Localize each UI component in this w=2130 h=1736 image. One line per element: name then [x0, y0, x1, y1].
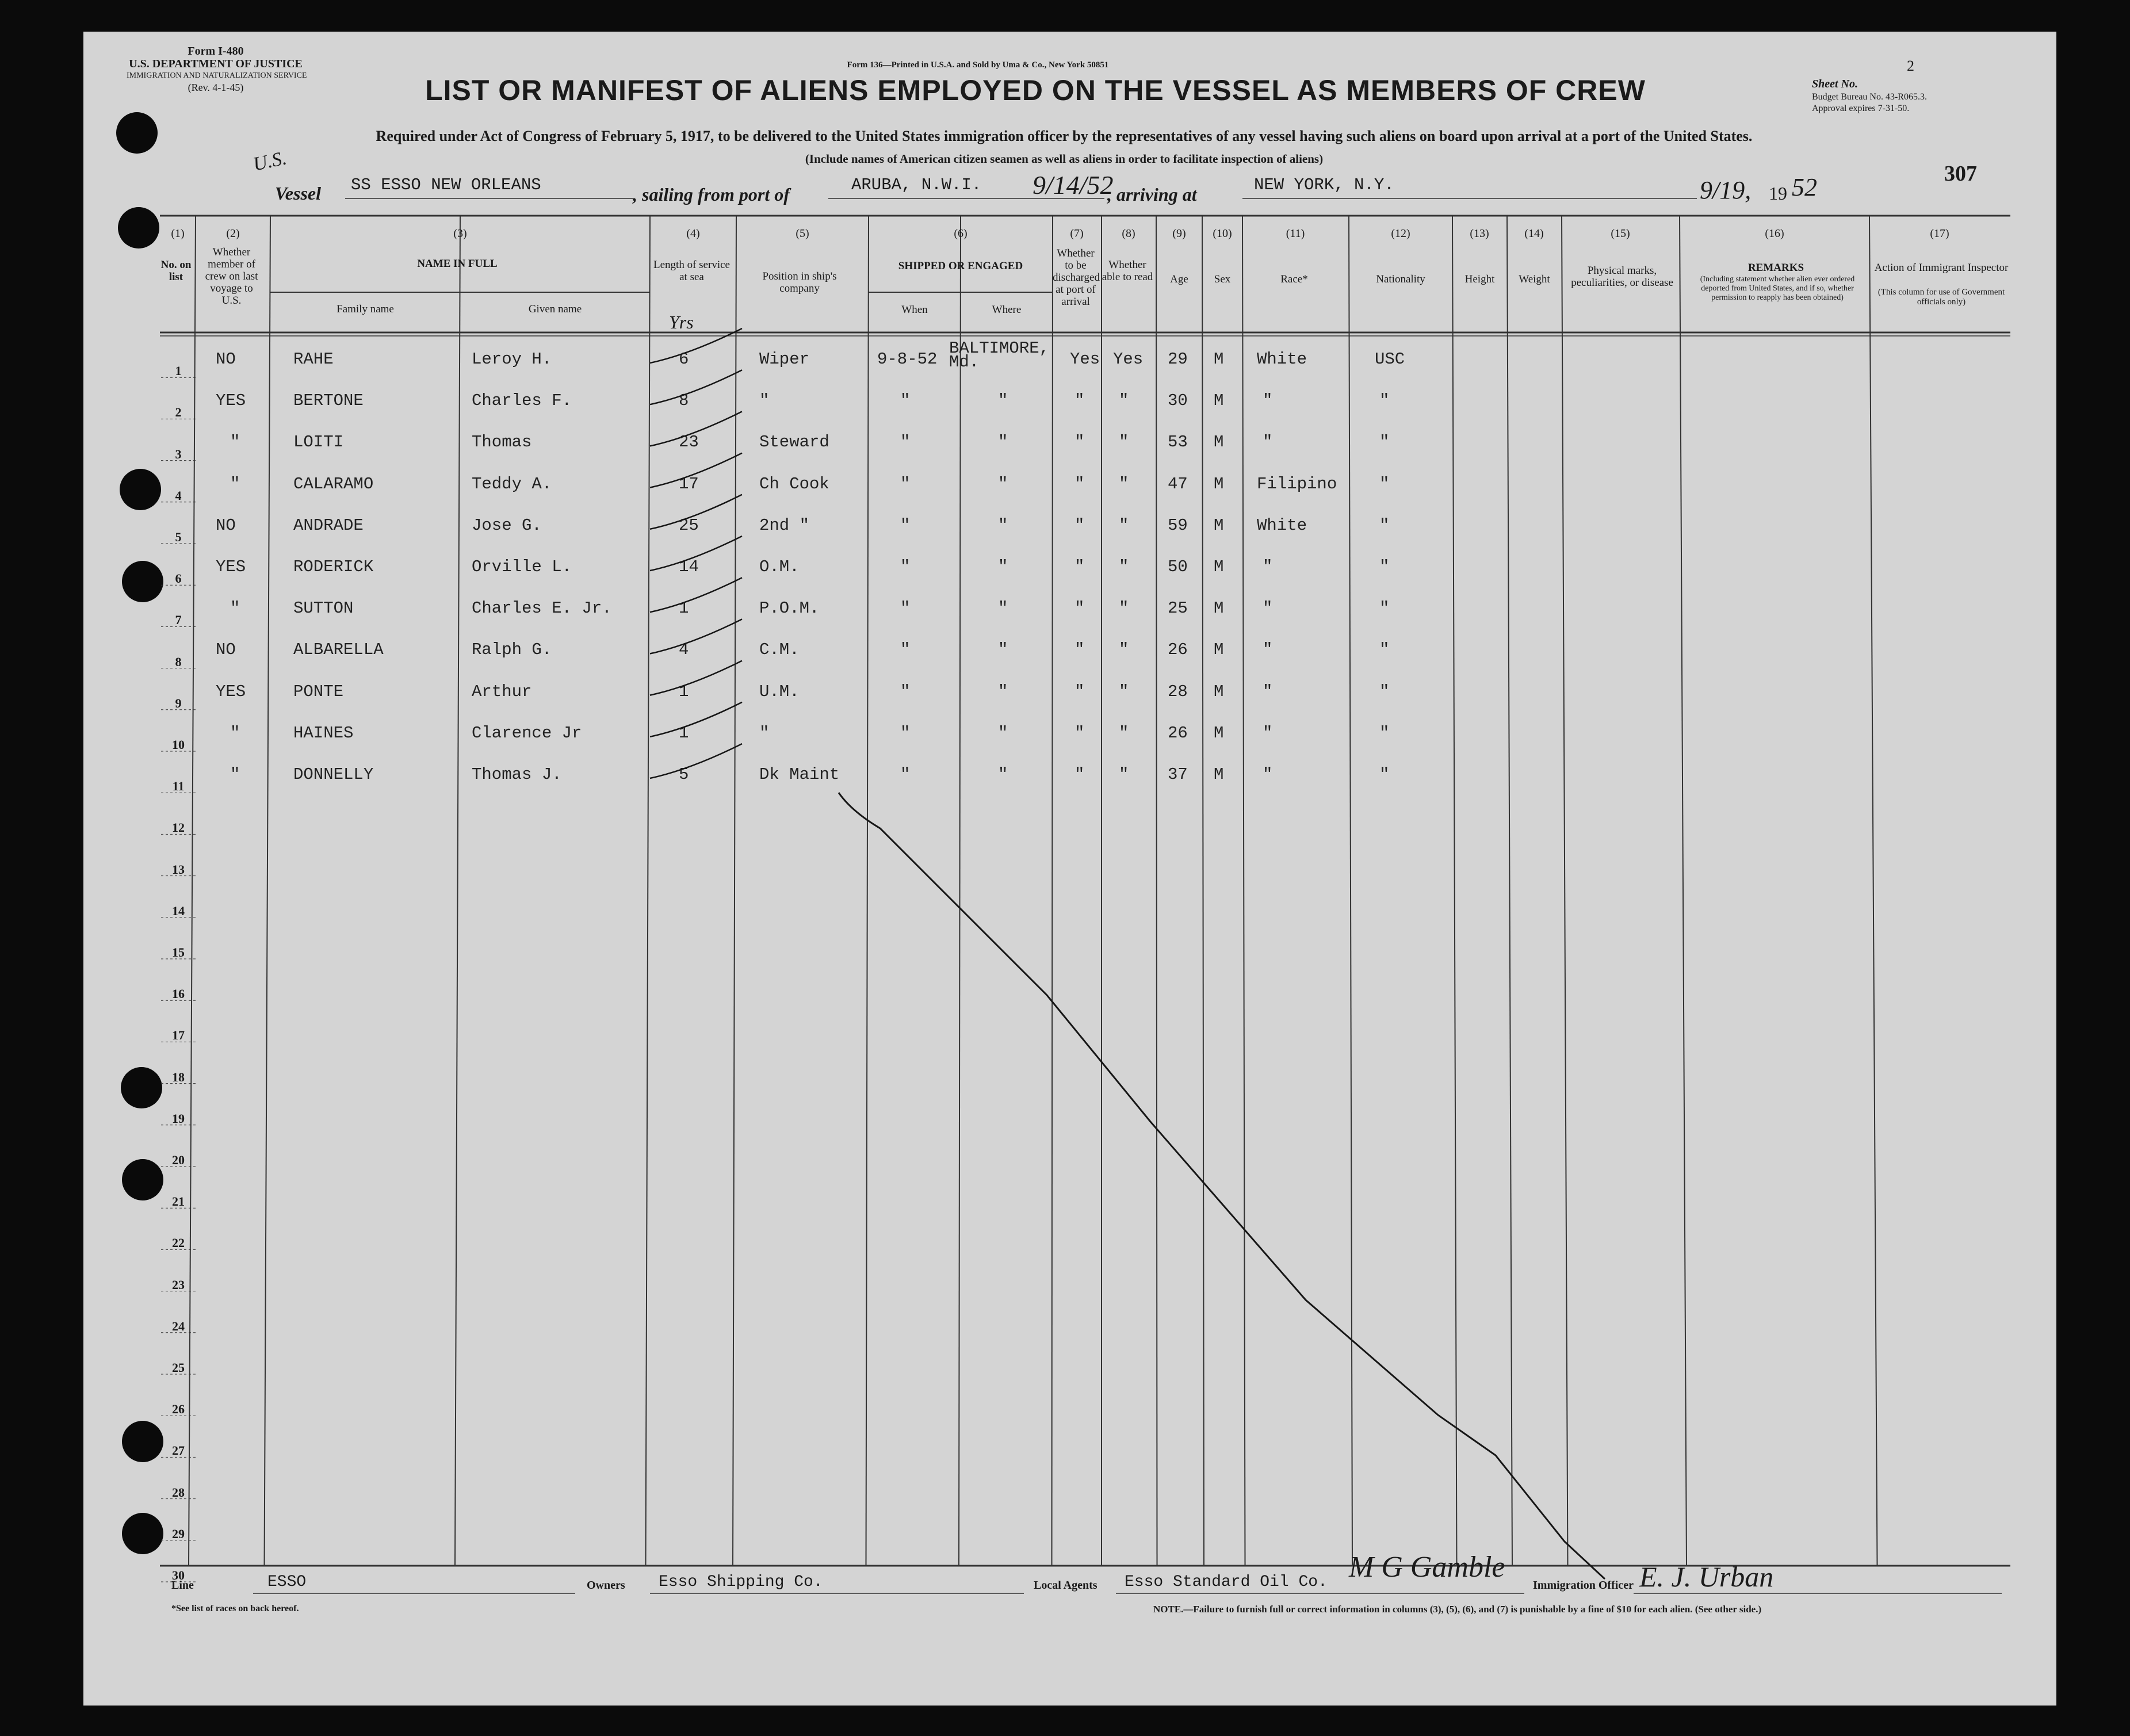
- row-number: 12: [172, 820, 185, 835]
- service-length-cell: 25: [679, 515, 699, 535]
- discharged-cell: ": [1074, 723, 1085, 743]
- able-to-read-cell: ": [1119, 599, 1129, 618]
- nationality-cell: ": [1379, 433, 1390, 452]
- column-number: (4): [686, 227, 700, 240]
- year-prefix: 19: [1769, 183, 1787, 204]
- revision: (Rev. 4-1-45): [188, 82, 244, 93]
- service: IMMIGRATION AND NATURALIZATION SERVICE: [127, 71, 307, 80]
- position-cell: Wiper: [759, 350, 810, 369]
- service-length-cell: 23: [679, 433, 699, 452]
- row-number: 27: [172, 1443, 185, 1458]
- able-to-read-cell: ": [1119, 765, 1129, 784]
- row-number: 7: [175, 613, 182, 628]
- column-number: (11): [1286, 227, 1305, 240]
- row-number: 26: [172, 1402, 185, 1417]
- race-cell: ": [1263, 723, 1273, 743]
- voyage-cell: NO: [216, 350, 236, 369]
- service-length-cell: 1: [679, 723, 689, 743]
- given-name-cell: Arthur: [472, 682, 532, 701]
- position-cell: ": [759, 391, 770, 411]
- column-number: (12): [1391, 227, 1410, 240]
- age-cell: 53: [1168, 433, 1188, 452]
- shipped-where-cell: ": [998, 557, 1008, 576]
- discharged-cell: ": [1074, 474, 1085, 494]
- row-number: 9: [175, 695, 182, 710]
- discharged-cell: ": [1074, 765, 1085, 784]
- tally-slash: [650, 453, 742, 488]
- race-cell: ": [1263, 599, 1273, 618]
- service-length-cell: 8: [679, 391, 689, 411]
- agent-signature: M G Gamble: [1349, 1551, 1505, 1584]
- shipped-where-cell: ": [998, 599, 1008, 618]
- voyage-cell: ": [230, 723, 240, 743]
- header-inspector-action: Action of Immigrant Inspector: [1874, 262, 2009, 274]
- given-name-cell: Jose G.: [472, 515, 542, 535]
- budget-bureau: Budget Bureau No. 43-R065.3.: [1812, 92, 1927, 102]
- shipped-when-cell: ": [900, 640, 911, 660]
- tally-slash: [650, 619, 742, 653]
- row-number: 20: [172, 1153, 185, 1167]
- family-name-cell: ALBARELLA: [293, 640, 384, 660]
- column-number: (6): [954, 227, 968, 240]
- shipped-when-cell: ": [900, 515, 911, 535]
- voyage-cell: ": [230, 599, 240, 618]
- discharged-cell: ": [1074, 682, 1085, 701]
- given-name-cell: Orville L.: [472, 557, 572, 576]
- row-number: 24: [172, 1318, 185, 1333]
- discharged-cell: Yes: [1070, 350, 1100, 369]
- header-age: Age: [1170, 273, 1188, 285]
- header-race: Race*: [1280, 273, 1308, 285]
- family-name-cell: RODERICK: [293, 557, 374, 576]
- sex-cell: M: [1214, 640, 1224, 660]
- discharged-cell: ": [1074, 515, 1085, 535]
- row-number: 10: [172, 737, 185, 752]
- column-number: (14): [1524, 227, 1544, 240]
- header-remarks-note: (Including statement whether alien ever ordered deported from United States, and if so, whether permission to reapply has been obtained): [1700, 275, 1855, 302]
- voyage-cell: YES: [216, 391, 246, 411]
- header-nationality: Nationality: [1376, 273, 1425, 285]
- row-number: 11: [172, 779, 185, 794]
- age-cell: 26: [1168, 640, 1188, 660]
- column-number: (15): [1611, 227, 1630, 240]
- race-cell: White: [1257, 515, 1307, 535]
- header-where: Where: [992, 304, 1022, 316]
- family-name-cell: CALARAMO: [293, 474, 374, 494]
- sex-cell: M: [1214, 391, 1224, 411]
- arrival-date: 9/19,: [1700, 176, 1752, 204]
- nationality-cell: ": [1379, 391, 1390, 411]
- header-discharged: Whether to be discharged at port of arrival: [1053, 247, 1100, 308]
- age-cell: 28: [1168, 682, 1188, 701]
- shipped-where-cell: ": [998, 765, 1008, 784]
- row-number: 1: [175, 364, 182, 378]
- approval-expires: Approval expires 7-31-50.: [1812, 104, 1910, 113]
- row-number: 17: [172, 1028, 185, 1043]
- voyage-cell: ": [230, 433, 240, 452]
- family-name-cell: DONNELLY: [293, 765, 374, 784]
- voyage-cell: ": [230, 474, 240, 494]
- nationality-cell: ": [1379, 682, 1390, 701]
- race-cell: ": [1263, 391, 1273, 411]
- given-name-cell: Teddy A.: [472, 474, 552, 494]
- family-name-cell: HAINES: [293, 723, 354, 743]
- shipped-when-cell: ": [900, 765, 911, 784]
- nationality-cell: USC: [1375, 350, 1405, 369]
- penalty-note: NOTE.—Failure to furnish full or correct information in columns (3), (5), (6), and (7) is punishable by a fine of $10 for each alien. (See other side.): [1153, 1604, 1762, 1615]
- position-cell: P.O.M.: [759, 599, 820, 618]
- service-length-cell: 1: [679, 682, 689, 701]
- column-number: (17): [1930, 227, 1949, 240]
- sailing-date: 9/14/52: [1033, 170, 1114, 200]
- sex-cell: M: [1214, 599, 1224, 618]
- position-cell: C.M.: [759, 640, 800, 660]
- discharged-cell: ": [1074, 599, 1085, 618]
- header-years-note: Yrs: [669, 312, 694, 332]
- column-number: (3): [453, 227, 467, 240]
- sheet-label: Sheet No.: [1812, 78, 1858, 90]
- nationality-cell: ": [1379, 557, 1390, 576]
- race-cell: Filipino: [1257, 474, 1337, 494]
- header-inspector-note: (This column for use of Government officials only): [1877, 288, 2005, 307]
- cancel-line: [839, 793, 1605, 1579]
- family-name-cell: SUTTON: [293, 599, 354, 618]
- races-note: *See list of races on back hereof.: [171, 1604, 299, 1613]
- race-cell: ": [1263, 433, 1273, 452]
- header-given-name: Given name: [528, 303, 582, 315]
- header-length-of-service: Length of service at sea: [653, 259, 730, 283]
- able-to-read-cell: ": [1119, 640, 1129, 660]
- vessel-name: SS ESSO NEW ORLEANS: [351, 175, 541, 194]
- service-length-cell: 5: [679, 765, 689, 784]
- column-number: (16): [1765, 227, 1784, 240]
- shipped-where-cell: ": [998, 391, 1008, 411]
- able-to-read-cell: ": [1119, 515, 1129, 535]
- column-number: (13): [1470, 227, 1489, 240]
- age-cell: 25: [1168, 599, 1188, 618]
- discharged-cell: ": [1074, 557, 1085, 576]
- nationality-cell: ": [1379, 515, 1390, 535]
- nationality-cell: ": [1379, 640, 1390, 660]
- sex-cell: M: [1214, 723, 1224, 743]
- shipped-where-cell: ": [998, 474, 1008, 494]
- able-to-read-cell: ": [1119, 391, 1129, 411]
- page-subtitle: Required under Act of Congress of February 5, 1917, to be delivered to the United States immigration officer by the representatives of any vessel having such aliens on board upon arrival at a port of the United States.: [376, 128, 1753, 144]
- header-family-name: Family name: [336, 303, 394, 315]
- column-number: (5): [796, 227, 809, 240]
- discharged-cell: ": [1074, 391, 1085, 411]
- able-to-read-cell: ": [1119, 433, 1129, 452]
- line-value: ESSO: [267, 1573, 307, 1591]
- age-cell: 50: [1168, 557, 1188, 576]
- given-name-cell: Ralph G.: [472, 640, 552, 660]
- officer-signature: E. J. Urban: [1639, 1561, 1774, 1593]
- include-note: (Include names of American citizen seamen as well as aliens in order to facilitate inspection of aliens): [805, 152, 1324, 166]
- voyage-cell: ": [230, 765, 240, 784]
- row-number: 4: [175, 488, 182, 503]
- able-to-read-cell: ": [1119, 723, 1129, 743]
- shipped-when-cell: ": [900, 557, 911, 576]
- shipped-when-cell: ": [900, 682, 911, 701]
- position-cell: U.M.: [759, 682, 800, 701]
- shipped-where-cell: ": [998, 433, 1008, 452]
- owners-value: Esso Shipping Co.: [659, 1573, 823, 1591]
- row-number: 28: [172, 1485, 185, 1500]
- row-number: 23: [172, 1277, 185, 1292]
- row-number: 19: [172, 1111, 185, 1126]
- row-number: 29: [172, 1526, 185, 1541]
- service-length-cell: 1: [679, 599, 689, 618]
- position-cell: Ch Cook: [759, 474, 829, 494]
- row-number: 16: [172, 986, 185, 1001]
- tally-slash: [650, 578, 742, 612]
- row-number: 25: [172, 1360, 185, 1375]
- owners-label: Owners: [587, 1579, 625, 1592]
- able-to-read-cell: ": [1119, 557, 1129, 576]
- position-cell: ": [759, 723, 770, 743]
- tally-slash: [650, 328, 742, 363]
- voyage-cell: YES: [216, 682, 246, 701]
- race-cell: ": [1263, 640, 1273, 660]
- shipped-where-cell: ": [998, 515, 1008, 535]
- service-length-cell: 6: [679, 350, 689, 369]
- age-cell: 29: [1168, 350, 1188, 369]
- column-number: (2): [226, 227, 240, 240]
- tally-slash: [650, 495, 742, 529]
- age-cell: 59: [1168, 515, 1188, 535]
- shipped-where-cell: BALTIMORE, Md.: [949, 339, 1050, 372]
- header-position: Position in ship's company: [762, 270, 837, 295]
- able-to-read-cell: Yes: [1113, 350, 1144, 369]
- tally-slash: [650, 661, 742, 695]
- row-number: 5: [175, 530, 182, 544]
- sailing-port: ARUBA, N.W.I.: [851, 175, 982, 194]
- nationality-cell: ": [1379, 599, 1390, 618]
- row-number: 8: [175, 654, 182, 669]
- shipped-where-cell: ": [998, 682, 1008, 701]
- able-to-read-cell: ": [1119, 474, 1129, 494]
- age-cell: 47: [1168, 474, 1188, 494]
- form-number: Form I-480: [188, 45, 244, 58]
- tally-slash: [650, 411, 742, 446]
- nationality-cell: ": [1379, 474, 1390, 494]
- line-label: Line: [171, 1579, 194, 1592]
- sex-cell: M: [1214, 433, 1224, 452]
- tally-slash: [650, 370, 742, 404]
- shipped-where-cell: ": [998, 723, 1008, 743]
- header-name-in-full: NAME IN FULL: [417, 258, 498, 270]
- row-number: 2: [175, 405, 182, 420]
- column-number: (1): [171, 227, 185, 240]
- sex-cell: M: [1214, 765, 1224, 784]
- printer-line: Form 136—Printed in U.S.A. and Sold by Uma & Co., New York 50851: [847, 60, 1109, 70]
- shipped-when-cell: ": [900, 723, 911, 743]
- race-cell: ": [1263, 682, 1273, 701]
- nationality-cell: ": [1379, 765, 1390, 784]
- vessel-label: Vessel: [275, 183, 321, 204]
- arriving-label: , arriving at: [1107, 184, 1197, 205]
- position-cell: O.M.: [759, 557, 800, 576]
- age-cell: 26: [1168, 723, 1188, 743]
- race-cell: ": [1263, 765, 1273, 784]
- tally-slash: [650, 536, 742, 571]
- vessel-annotation: U.S.: [251, 147, 289, 175]
- sex-cell: M: [1214, 515, 1224, 535]
- sex-cell: M: [1214, 557, 1224, 576]
- family-name-cell: LOITI: [293, 433, 344, 452]
- position-cell: Steward: [759, 433, 829, 452]
- arrival-port: NEW YORK, N.Y.: [1254, 175, 1394, 194]
- row-number: 30: [172, 1568, 185, 1582]
- sheet-number: 2: [1907, 58, 1914, 74]
- header-sex: Sex: [1214, 273, 1231, 285]
- given-name-cell: Thomas: [472, 433, 532, 452]
- given-name-cell: Leroy H.: [472, 350, 552, 369]
- column-number: (7): [1070, 227, 1084, 240]
- department: U.S. DEPARTMENT OF JUSTICE: [129, 58, 303, 70]
- row-number: 18: [172, 1069, 185, 1084]
- header-when: When: [901, 304, 928, 316]
- given-name-cell: Clarence Jr: [472, 723, 582, 743]
- row-number: 22: [172, 1236, 185, 1251]
- nationality-cell: ": [1379, 723, 1390, 743]
- family-name-cell: BERTONE: [293, 391, 364, 411]
- voyage-cell: NO: [216, 515, 236, 535]
- given-name-cell: Charles E. Jr.: [472, 599, 612, 618]
- shipped-where-cell: ": [998, 640, 1008, 660]
- row-number: 6: [175, 571, 182, 586]
- row-number: 13: [172, 862, 185, 877]
- discharged-cell: ": [1074, 640, 1085, 660]
- agents-value: Esso Standard Oil Co.: [1125, 1573, 1328, 1591]
- discharged-cell: ": [1074, 433, 1085, 452]
- header-remarks: REMARKS: [1747, 262, 1804, 274]
- age-cell: 37: [1168, 765, 1188, 784]
- page-title: LIST OR MANIFEST OF ALIENS EMPLOYED ON THE VESSEL AS MEMBERS OF CREW: [425, 74, 1646, 106]
- race-cell: White: [1257, 350, 1307, 369]
- tally-slash: [650, 744, 742, 778]
- shipped-when-cell: ": [900, 433, 911, 452]
- age-cell: 30: [1168, 391, 1188, 411]
- service-length-cell: 14: [679, 557, 699, 576]
- sex-cell: M: [1214, 474, 1224, 494]
- shipped-when-cell: ": [900, 599, 911, 618]
- column-number: (9): [1172, 227, 1186, 240]
- able-to-read-cell: ": [1119, 682, 1129, 701]
- given-name-cell: Thomas J.: [472, 765, 562, 784]
- column-number: (10): [1213, 227, 1232, 240]
- header-shipped-engaged: SHIPPED OR ENGAGED: [898, 260, 1023, 272]
- officer-label: Immigration Officer: [1533, 1579, 1634, 1592]
- page-stamp: 307: [1944, 162, 1977, 186]
- row-number: 21: [172, 1194, 185, 1209]
- tally-slash: [650, 702, 742, 737]
- family-name-cell: RAHE: [293, 350, 334, 369]
- voyage-cell: NO: [216, 640, 236, 660]
- family-name-cell: ANDRADE: [293, 515, 364, 535]
- year-suffix: 52: [1792, 173, 1817, 201]
- family-name-cell: PONTE: [293, 682, 344, 701]
- header-last-voyage: Whether member of crew on last voyage to U.S.: [205, 246, 258, 307]
- header-weight: Weight: [1519, 273, 1550, 285]
- header-height: Height: [1464, 273, 1495, 285]
- header-physical-marks: Physical marks, peculiarities, or disease: [1571, 265, 1673, 289]
- row-number: 3: [175, 446, 182, 461]
- sex-cell: M: [1214, 350, 1224, 369]
- shipped-when-cell: ": [900, 474, 911, 494]
- voyage-cell: YES: [216, 557, 246, 576]
- service-length-cell: 4: [679, 640, 689, 660]
- agents-label: Local Agents: [1034, 1579, 1097, 1592]
- sailing-label: , sailing from port of: [633, 184, 790, 205]
- column-number: (8): [1122, 227, 1135, 240]
- sex-cell: M: [1214, 682, 1224, 701]
- header-no-on-list: No. on list: [160, 259, 192, 283]
- position-cell: 2nd ": [759, 515, 810, 535]
- shipped-when-cell: ": [900, 391, 911, 411]
- header-able-to-read: Whether able to read: [1102, 259, 1153, 283]
- row-number: 15: [172, 945, 185, 959]
- position-cell: Dk Maint: [759, 765, 840, 784]
- row-number: 14: [172, 903, 185, 918]
- shipped-when-cell: 9-8-52: [877, 350, 938, 369]
- race-cell: ": [1263, 557, 1273, 576]
- service-length-cell: 17: [679, 474, 699, 494]
- given-name-cell: Charles F.: [472, 391, 572, 411]
